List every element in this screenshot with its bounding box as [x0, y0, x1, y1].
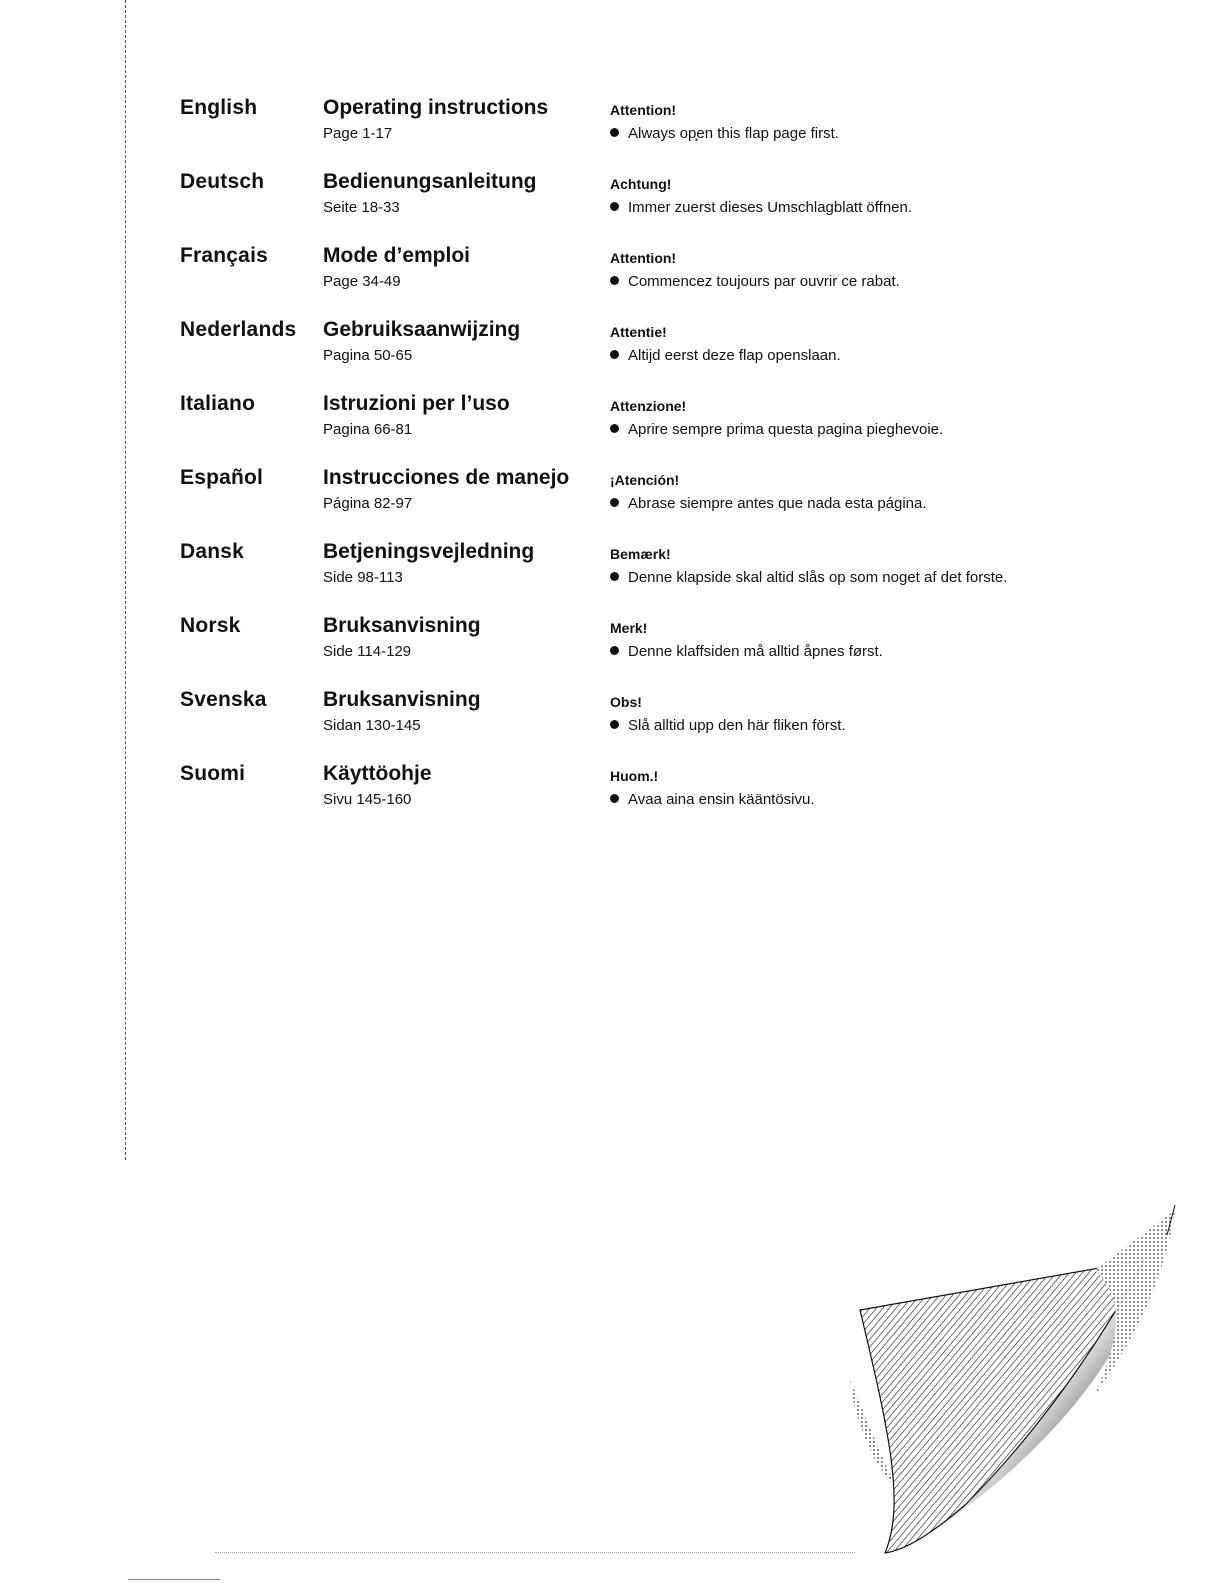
language-name: Deutsch: [180, 170, 265, 193]
attention-heading: Bemærk!: [610, 546, 671, 562]
language-row-suomi: [0, 762, 1225, 836]
manual-title: Bruksanvisning: [323, 688, 481, 711]
language-row-francais: [0, 244, 1225, 318]
attention-text: Always op̧en this flap page first.: [628, 125, 839, 142]
page-range: Seite 18-33: [323, 199, 400, 216]
attention-text: Abrase siempre antes que nada esta página.: [628, 495, 927, 512]
page-range: Side 114-129: [323, 643, 412, 660]
attention-note: [610, 421, 943, 438]
manual-title: Käyttöohje: [323, 762, 432, 785]
page-range: Page 34-49: [323, 273, 401, 290]
language-row-dansk: [0, 540, 1225, 614]
attention-note: [610, 569, 1007, 586]
manual-title: Istruzioni per l’uso: [323, 392, 510, 415]
attention-note: [610, 347, 841, 364]
attention-note: [610, 495, 927, 512]
attention-text: Aprire sempre prima questa pagina pieghevoie.: [628, 421, 944, 438]
manual-title: Bedienungsanleitung: [323, 170, 537, 193]
language-row-deutsch: [0, 170, 1225, 244]
manual-title: Gebruiksaanwijzing: [323, 318, 521, 341]
language-name: Norsk: [180, 614, 241, 637]
page-range: Página 82-97: [323, 495, 413, 512]
attention-text: Immer zuerst dieses Umschlagblatt öffnen.: [628, 199, 913, 216]
attention-heading: ¡Atención!: [610, 472, 680, 488]
language-name: Nederlands: [180, 318, 297, 341]
language-row-italiano: [0, 392, 1225, 466]
bullet-icon: [610, 498, 619, 507]
bullet-icon: [610, 276, 619, 285]
manual-title: Bruksanvisning: [323, 614, 481, 637]
attention-text: Altijd eerst deze flap openslaan.: [628, 347, 841, 364]
attention-heading: Achtung!: [610, 176, 672, 192]
language-name: Suomi: [180, 762, 246, 785]
attention-text: Slå alltid upp den här fliken först.: [628, 717, 846, 734]
language-row-svenska: [0, 688, 1225, 762]
page-range: Pagina 50-65: [323, 347, 413, 364]
attention-note: [610, 717, 846, 734]
attention-heading: Attention!: [610, 250, 677, 266]
page-curl-illustration: [845, 1205, 1185, 1555]
manual-title: Betjeningsvejledning: [323, 540, 535, 563]
manual-title: Mode d’emploi: [323, 244, 470, 267]
bullet-icon: [610, 794, 619, 803]
bullet-icon: [610, 128, 619, 137]
attention-text: Avaa aina ensin kääntösivu.: [628, 791, 815, 808]
attention-text: Denne klaffsiden må alltid åpnes først.: [628, 643, 883, 660]
page-range: Sivu 145-160: [323, 791, 412, 808]
attention-heading: Merk!: [610, 620, 648, 636]
attention-heading: Huom.!: [610, 768, 659, 784]
manual-title: Operating instructions: [323, 96, 549, 119]
scan-artifact-marks: [215, 1552, 855, 1553]
bullet-icon: [610, 350, 619, 359]
attention-heading: Attention!: [610, 102, 677, 118]
language-name: Svenska: [180, 688, 267, 711]
language-name: Español: [180, 466, 264, 489]
page-range: Sidan 130-145: [323, 717, 421, 734]
bottom-rule-line: [128, 1579, 220, 1580]
attention-heading: Obs!: [610, 694, 642, 710]
page-range: Page 1-17: [323, 125, 393, 142]
curl-flap: [860, 1260, 1145, 1553]
attention-note: [610, 643, 883, 660]
language-row-espanol: [0, 466, 1225, 540]
manual-title: Instrucciones de manejo: [323, 466, 570, 489]
bullet-icon: [610, 720, 619, 729]
bullet-icon: [610, 424, 619, 433]
page-range: Pagina 66-81: [323, 421, 413, 438]
attention-text: Denne klapside skal altid slås op som noget af det forste.: [628, 569, 1008, 586]
attention-heading: Attentie!: [610, 324, 667, 340]
language-name: Français: [180, 244, 268, 267]
language-name: Dansk: [180, 540, 245, 563]
bullet-icon: [610, 646, 619, 655]
attention-note: [610, 199, 912, 216]
page-range: Side 98-113: [323, 569, 403, 586]
language-name: English: [180, 96, 258, 119]
attention-text: Commencez toujours par ouvrir ce rabat.: [628, 273, 900, 290]
language-name: Italiano: [180, 392, 256, 415]
attention-heading: Attenzione!: [610, 398, 687, 414]
attention-note: [610, 273, 900, 290]
language-row-norsk: [0, 614, 1225, 688]
language-row-english: [0, 96, 1225, 170]
attention-note: [610, 125, 839, 142]
bullet-icon: [610, 572, 619, 581]
attention-note: [610, 791, 815, 808]
language-row-nederlands: [0, 318, 1225, 392]
bullet-icon: [610, 202, 619, 211]
